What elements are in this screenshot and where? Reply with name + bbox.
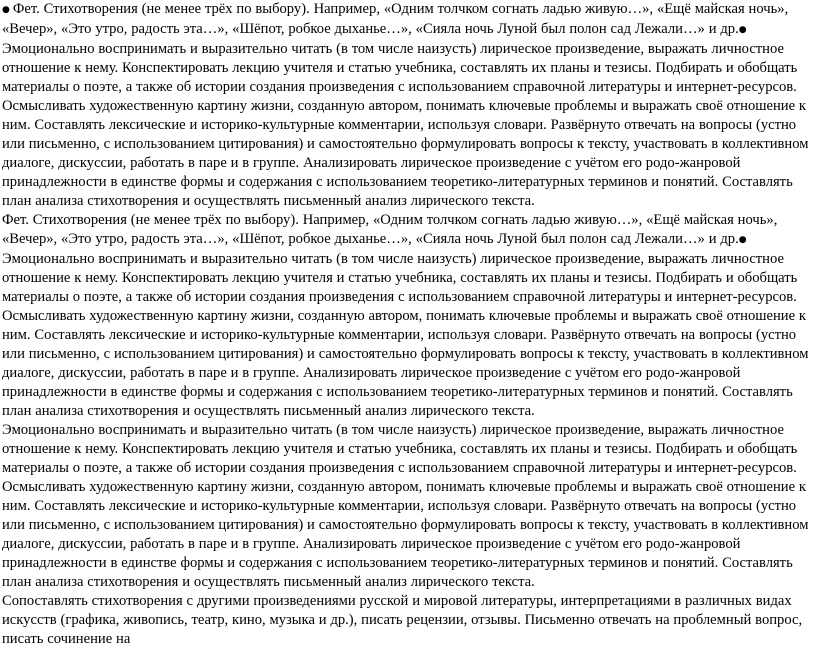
- paragraph-fet-2: [2, 211, 814, 421]
- paragraph-text: Фет. Стихотворения (не менее трёх по выбору). Например, «Одним толчком согнать ладью живую…», «Ещё майская ночь», «Вечер», «Это утро, радость эта…», «Шёпот, робкое дыханье…», «Сияла ночь Луной был полон сад Лежали…» и др.: [2, 1, 789, 37]
- paragraph-fet-1: [2, 0, 814, 211]
- paragraph-text: Эмоционально воспринимать и выразительно читать (в том числе наизусть) лирическое произведение, выражать личностное отношение к нему. Конспектировать лекцию учителя и статью учебника, составлять их планы и тезисы. Подбирать и обобщать материалы о поэте, а также об истории создания произведения с использованием справочной литературы и интернет-ресурсов. Осмысливать художественную картину жизни, созданную автором, понимать ключевые проблемы и выражать своё отношение к ним. Составлять лексические и историко-культурные комментарии, используя словари. Развёрнуто отвечать на вопросы (устно или письменно, с использованием цитирования) и самостоятельно формулировать вопросы к тексту, участвовать в коллективном диалоге, дискуссии, работать в паре и в группе. Анализировать лирическое произведение с учётом его родо-жанровой принадлежности в единстве формы и содержания с использованием теоретико-литературных терминов и понятий. Составлять план анализа стихотворения и осуществлять письменный анализ лирического текста.: [2, 251, 809, 419]
- bullet-icon: ●: [738, 25, 747, 35]
- paragraph-text: Фет. Стихотворения (не менее трёх по выбору). Например, «Одним толчком согнать ладью живую…», «Ещё майская ночь», «Вечер», «Это утро, радость эта…», «Шёпот, робкое дыханье…», «Сияла ночь Луной был полон сад Лежали…» и др.: [2, 212, 778, 247]
- bullet-icon: ●: [2, 5, 10, 15]
- paragraph-text: Эмоционально воспринимать и выразительно читать (в том числе наизусть) лирическое произведение, выражать личностное отношение к нему. Конспектировать лекцию учителя и статью учебника, составлять их планы и тезисы. Подбирать и обобщать материалы о поэте, а также об истории создания произведения с использованием справочной литературы и интернет-ресурсов. Осмысливать художественную картину жизни, созданную автором, понимать ключевые проблемы и выражать своё отношение к ним. Составлять лексические и историко-культурные комментарии, используя словари. Развёрнуто отвечать на вопросы (устно или письменно, с использованием цитирования) и самостоятельно формулировать вопросы к тексту, участвовать в коллективном диалоге, дискуссии, работать в паре и в группе. Анализировать лирическое произведение с учётом его родо-жанровой принадлежности в единстве формы и содержания с использованием теоретико-литературных терминов и понятий. Составлять план анализа стихотворения и осуществлять письменный анализ лирического текста.: [2, 41, 809, 209]
- bullet-icon: ●: [738, 235, 747, 245]
- paragraph-activities: [2, 421, 814, 592]
- paragraph-text: Сопоставлять стихотворения с другими произведениями русской и мировой литературы, интерпретациями в различных видах искусств (графика, живопись, театр, кино, музыка и др.), писать рецензии, отзывы. Письменно отвечать на проблемный вопрос, писать сочинение на: [2, 593, 803, 647]
- paragraph-text: Эмоционально воспринимать и выразительно читать (в том числе наизусть) лирическое произведение, выражать личностное отношение к нему. Конспектировать лекцию учителя и статью учебника, составлять их планы и тезисы. Подбирать и обобщать материалы о поэте, а также об истории создания произведения с использованием справочной литературы и интернет-ресурсов. Осмысливать художественную картину жизни, созданную автором, понимать ключевые проблемы и выражать своё отношение к ним. Составлять лексические и историко-культурные комментарии, используя словари. Развёрнуто отвечать на вопросы (устно или письменно, с использованием цитирования) и самостоятельно формулировать вопросы к тексту, участвовать в коллективном диалоге, дискуссии, работать в паре и в группе. Анализировать лирическое произведение с учётом его родо-жанровой принадлежности в единстве формы и содержания с использованием теоретико-литературных терминов и понятий. Составлять план анализа стихотворения и осуществлять письменный анализ лирического текста.: [2, 422, 809, 590]
- paragraph-compare: [2, 592, 814, 649]
